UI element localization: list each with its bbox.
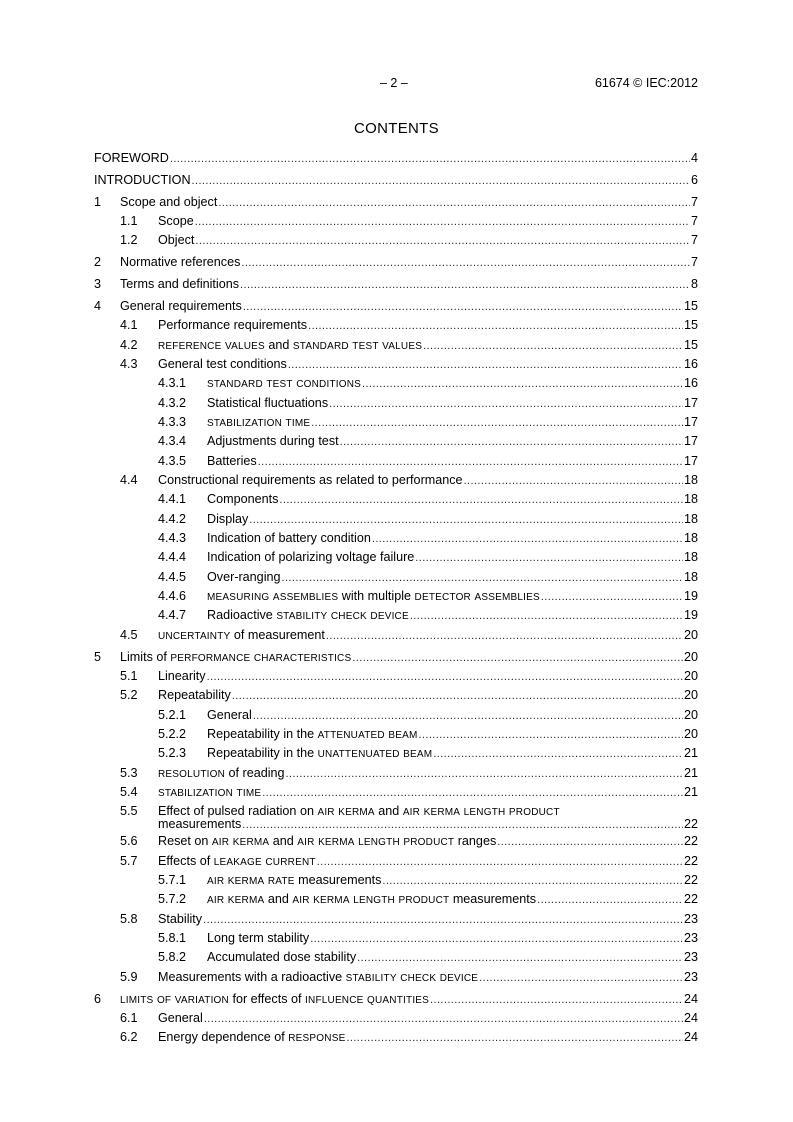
toc-entry-page: 15 xyxy=(683,318,698,333)
toc-entry-number: 5.2.1 xyxy=(158,707,187,722)
leader-dots xyxy=(262,784,683,803)
toc-entry-page: 20 xyxy=(683,649,698,664)
toc-entry-title: General test conditions xyxy=(158,356,287,371)
leader-dots xyxy=(282,569,683,588)
toc-entry-title-line1: Effect of pulsed radiation on AIR KERMA and AIR KERMA LENGTH PRODUCT xyxy=(158,804,560,819)
toc-entry[interactable] xyxy=(94,686,698,705)
toc-entry-number: 5.3 xyxy=(120,765,138,780)
leader-dots xyxy=(352,649,683,668)
toc-entry-number: 4.1 xyxy=(120,318,138,333)
toc-entry-number: 5.4 xyxy=(120,785,138,799)
toc-entry-number: 4.2 xyxy=(120,337,138,352)
leader-dots xyxy=(241,254,690,273)
toc-entry-page: 22 xyxy=(683,834,698,849)
leader-dots xyxy=(279,491,683,510)
toc-entry-page: 19 xyxy=(683,589,698,604)
toc-entry-title: STABILIZATION TIME xyxy=(158,788,262,799)
toc-entry-title: AIR KERMA RATE measurements xyxy=(207,873,382,888)
leader-dots xyxy=(308,317,683,336)
toc-entry-number: 6.2 xyxy=(120,1030,138,1045)
toc-entry-page: 15 xyxy=(683,298,698,313)
toc-entry-page: 6 xyxy=(690,172,698,187)
leader-dots xyxy=(346,1029,683,1048)
leader-dots xyxy=(310,930,683,949)
leader-dots xyxy=(357,949,683,968)
toc-entry[interactable] xyxy=(94,471,698,490)
toc-entry-page: 23 xyxy=(683,931,698,946)
toc-entry-page: 23 xyxy=(683,911,698,926)
toc-entry[interactable] xyxy=(94,783,698,802)
toc-entry[interactable] xyxy=(94,1028,698,1047)
toc-entry-title: Long term stability xyxy=(207,931,310,946)
leader-dots xyxy=(207,668,683,687)
toc-entry[interactable] xyxy=(94,316,698,335)
leader-dots xyxy=(232,687,683,706)
toc-entry[interactable] xyxy=(94,171,698,190)
toc-entry-number: 4 xyxy=(94,298,102,313)
toc-entry-page: 21 xyxy=(683,785,698,799)
toc-entry-number: 4.3 xyxy=(120,356,138,371)
toc-entry-title: Scope xyxy=(158,214,194,229)
toc-entry-number: 5.2 xyxy=(120,688,138,703)
toc-entry-page: 21 xyxy=(683,765,698,780)
toc-entry-title: Reset on AIR KERMA and AIR KERMA LENGTH PRODUCT ranges xyxy=(158,834,497,849)
toc-entry[interactable] xyxy=(94,193,698,212)
toc-entry[interactable] xyxy=(94,802,698,832)
toc-entry-title: Repeatability in the UNATTENUATED BEAM xyxy=(207,746,433,761)
toc-entry[interactable] xyxy=(94,253,698,272)
toc-entry-page: 20 xyxy=(683,668,698,683)
toc-entry-page: 7 xyxy=(690,214,698,229)
toc-entry-title: Linearity xyxy=(158,668,206,683)
toc-entry-page: 16 xyxy=(683,376,698,391)
toc-entry-number: 4.4.3 xyxy=(158,531,187,546)
leader-dots xyxy=(410,607,683,626)
leader-dots xyxy=(243,298,683,317)
leader-dots xyxy=(372,530,683,549)
toc-entry-title: Stability xyxy=(158,911,203,926)
toc-entry-title: AIR KERMA and AIR KERMA LENGTH PRODUCT measurements xyxy=(207,892,537,907)
toc-entry-number: 5.5 xyxy=(120,804,138,819)
toc-entry[interactable] xyxy=(94,297,698,316)
toc-entry[interactable] xyxy=(94,968,698,987)
toc-entry-number: 5.9 xyxy=(120,969,138,984)
toc-entry-number: 4.3.1 xyxy=(158,376,187,391)
toc-entry-number: 5 xyxy=(94,649,102,664)
toc-entry-number: 5.6 xyxy=(120,834,138,849)
toc-entry-page: 24 xyxy=(683,1030,698,1045)
toc-entry-title: General xyxy=(158,1010,203,1025)
toc-entry[interactable] xyxy=(94,587,698,606)
toc-entry-page: 18 xyxy=(683,531,698,546)
toc-entry-title: measurements xyxy=(158,817,242,832)
toc-entry-page: 20 xyxy=(683,726,698,741)
toc-entry-number: 5.7.2 xyxy=(158,892,187,907)
toc-entry-title: Accumulated dose stability xyxy=(207,950,357,965)
toc-entry[interactable] xyxy=(94,1009,698,1028)
toc-entry-page: 17 xyxy=(683,453,698,468)
toc-entry-page: 17 xyxy=(683,395,698,410)
toc-entry-title: Over-ranging xyxy=(207,569,281,584)
toc-entry-page: 20 xyxy=(683,707,698,722)
toc-entry-number: 4.4 xyxy=(120,473,138,487)
toc-entry-number: 4.4.5 xyxy=(158,569,187,584)
toc-entry-title: Radioactive STABILITY CHECK DEVICE xyxy=(207,608,409,623)
toc-entry[interactable] xyxy=(94,744,698,763)
toc-entry-page: 15 xyxy=(683,337,698,352)
toc-entry-number: 6 xyxy=(94,991,102,1006)
toc-entry-page: 4 xyxy=(690,151,698,165)
leader-dots xyxy=(415,549,683,568)
toc-entry-number: 3 xyxy=(94,277,102,292)
toc-entry[interactable] xyxy=(94,510,698,529)
toc-entry[interactable] xyxy=(94,452,698,471)
toc-entry-page: 18 xyxy=(683,569,698,584)
toc-entry-title: Object xyxy=(158,233,195,248)
toc-entry[interactable] xyxy=(94,149,698,168)
toc-entry-title: Components xyxy=(207,492,279,507)
toc-entry-title: Indication of battery condition xyxy=(207,531,371,546)
table-of-contents xyxy=(94,149,698,1048)
toc-entry-title: RESOLUTION of reading xyxy=(158,765,285,780)
toc-entry-number: 5.1 xyxy=(120,668,138,683)
toc-entry-title: INTRODUCTION xyxy=(94,172,191,187)
leader-dots xyxy=(382,872,683,891)
toc-entry-page: 20 xyxy=(683,627,698,642)
toc-entry-title: Constructional requirements as related to performance xyxy=(158,473,463,487)
leader-dots xyxy=(537,891,683,910)
leader-dots xyxy=(326,627,683,646)
toc-entry-number: 4.3.3 xyxy=(158,414,187,429)
toc-entry-number: 4.3.4 xyxy=(158,434,187,449)
toc-entry-title: Normative references xyxy=(120,255,241,270)
toc-entry-page: 18 xyxy=(683,473,698,487)
toc-entry[interactable] xyxy=(94,413,698,432)
toc-entry-number: 5.2.3 xyxy=(158,746,187,761)
leader-dots xyxy=(218,194,690,213)
toc-entry-number: 1.2 xyxy=(120,233,138,248)
toc-entry-page: 16 xyxy=(683,356,698,371)
toc-entry-number: 5.2.2 xyxy=(158,726,187,741)
toc-entry[interactable] xyxy=(94,568,698,587)
leader-dots xyxy=(311,414,683,433)
toc-entry-title: Terms and definitions xyxy=(120,277,240,292)
toc-entry-page: 7 xyxy=(690,255,698,270)
toc-entry[interactable] xyxy=(94,606,698,625)
toc-entry-title: FOREWORD xyxy=(94,151,169,165)
toc-entry[interactable] xyxy=(94,832,698,851)
standard-reference: 61674 © IEC:2012 xyxy=(594,76,698,90)
toc-entry-page: 7 xyxy=(690,194,698,209)
toc-entry[interactable] xyxy=(94,852,698,871)
toc-entry-number: 4.4.6 xyxy=(158,589,187,604)
leader-dots xyxy=(288,356,683,375)
toc-entry[interactable] xyxy=(94,910,698,929)
toc-entry-page: 23 xyxy=(683,950,698,965)
toc-entry-title: Indication of polarizing voltage failure xyxy=(207,550,415,565)
toc-entry-title: UNCERTAINTY of measurement xyxy=(158,627,325,642)
toc-entry-number: 4.3.5 xyxy=(158,453,187,468)
leader-dots xyxy=(433,745,683,764)
toc-entry-number: 4.4.1 xyxy=(158,492,187,507)
toc-entry-title: Repeatability in the ATTENUATED BEAM xyxy=(207,726,418,741)
toc-entry-number: 2 xyxy=(94,255,102,270)
toc-entry-number: 4.4.4 xyxy=(158,550,187,565)
toc-entry-number: 4.4.2 xyxy=(158,511,187,526)
toc-entry[interactable] xyxy=(94,890,698,909)
toc-entry-page: 18 xyxy=(683,550,698,565)
toc-entry[interactable] xyxy=(94,764,698,783)
toc-entry-title: STABILIZATION TIME xyxy=(207,417,311,429)
toc-entry-page: 22 xyxy=(683,892,698,907)
toc-entry-number: 5.7.1 xyxy=(158,873,187,888)
toc-entry-page: 19 xyxy=(683,608,698,623)
toc-entry-title: Limits of PERFORMANCE CHARACTERISTICS xyxy=(120,649,352,664)
leader-dots xyxy=(258,453,683,472)
toc-entry-title: Adjustments during test xyxy=(207,434,339,449)
leader-dots xyxy=(253,707,683,726)
leader-dots xyxy=(430,991,683,1010)
toc-entry-number: 1.1 xyxy=(120,214,138,229)
toc-entry-title: General requirements xyxy=(120,298,242,313)
leader-dots xyxy=(340,433,683,452)
leader-dots xyxy=(195,213,690,232)
toc-entry[interactable] xyxy=(94,548,698,567)
leader-dots xyxy=(479,969,683,988)
leader-dots xyxy=(170,150,690,169)
toc-entry[interactable] xyxy=(94,374,698,393)
toc-entry-title: Measurements with a radioactive STABILITY CHECK DEVICE xyxy=(158,969,479,984)
toc-entry[interactable] xyxy=(94,648,698,667)
leader-dots xyxy=(286,765,683,784)
toc-entry[interactable] xyxy=(94,948,698,967)
toc-entry-number: 5.8.2 xyxy=(158,950,187,965)
leader-dots xyxy=(497,833,683,852)
toc-entry-number: 4.3.2 xyxy=(158,395,187,410)
toc-entry[interactable] xyxy=(94,871,698,890)
leader-dots xyxy=(192,172,690,191)
toc-entry[interactable] xyxy=(94,929,698,948)
toc-entry-page: 24 xyxy=(683,991,698,1006)
toc-entry[interactable] xyxy=(94,490,698,509)
toc-entry[interactable] xyxy=(94,725,698,744)
toc-entry-page: 17 xyxy=(683,414,698,429)
leader-dots xyxy=(464,472,683,491)
toc-entry-title: LIMITS OF VARIATION for effects of INFLUENCE QUANTITIES xyxy=(120,991,430,1006)
toc-entry[interactable] xyxy=(94,432,698,451)
toc-entry-page: 18 xyxy=(683,492,698,507)
toc-entry[interactable] xyxy=(94,706,698,725)
leader-dots xyxy=(329,395,683,414)
leader-dots xyxy=(195,232,690,251)
toc-entry-page: 22 xyxy=(683,853,698,868)
leader-dots xyxy=(418,726,683,745)
toc-entry-title: REFERENCE VALUES and STANDARD TEST VALUES xyxy=(158,337,423,352)
toc-entry-title: STANDARD TEST CONDITIONS xyxy=(207,379,362,391)
toc-entry-title: Batteries xyxy=(207,453,257,468)
leader-dots xyxy=(541,588,683,607)
toc-entry[interactable] xyxy=(94,667,698,686)
toc-entry-title: Performance requirements xyxy=(158,318,308,333)
leader-dots xyxy=(240,276,690,295)
toc-entry-number: 5.7 xyxy=(120,853,138,868)
leader-dots xyxy=(203,911,683,930)
toc-entry-page: 22 xyxy=(683,817,698,832)
page-number: – 2 – xyxy=(380,76,408,90)
leader-dots xyxy=(423,337,683,356)
leader-dots xyxy=(249,511,683,530)
toc-entry-title: MEASURING ASSEMBLIES with multiple DETECTOR ASSEMBLIES xyxy=(207,589,540,604)
toc-entry-title: Scope and object xyxy=(120,194,218,209)
toc-entry-page: 20 xyxy=(683,688,698,703)
toc-entry-number: 1 xyxy=(94,194,102,209)
toc-entry-title: Effects of LEAKAGE CURRENT xyxy=(158,853,316,868)
toc-entry[interactable] xyxy=(94,336,698,355)
leader-dots xyxy=(362,375,683,394)
toc-entry-page: 8 xyxy=(690,277,698,292)
toc-entry-page: 18 xyxy=(683,511,698,526)
toc-entry-page: 22 xyxy=(683,873,698,888)
toc-entry-number: 4.4.7 xyxy=(158,608,187,623)
toc-entry[interactable] xyxy=(94,990,698,1009)
toc-entry-title: Display xyxy=(207,511,249,526)
toc-entry[interactable] xyxy=(94,394,698,413)
toc-entry-title: General xyxy=(207,707,252,722)
toc-entry-page: 21 xyxy=(683,746,698,761)
toc-entry-number: 5.8 xyxy=(120,911,138,926)
toc-entry-title: Statistical fluctuations xyxy=(207,395,329,410)
leader-dots xyxy=(317,853,683,872)
toc-entry[interactable] xyxy=(94,355,698,374)
toc-entry[interactable] xyxy=(94,275,698,294)
page-title: CONTENTS xyxy=(354,120,439,137)
toc-entry-number: 6.1 xyxy=(120,1010,138,1025)
toc-entry-title: Energy dependence of RESPONSE xyxy=(158,1030,346,1045)
toc-entry[interactable] xyxy=(94,626,698,645)
toc-entry-page: 23 xyxy=(683,969,698,984)
toc-entry[interactable] xyxy=(94,212,698,231)
toc-entry-page: 17 xyxy=(683,434,698,449)
toc-entry-page: 7 xyxy=(690,233,698,248)
toc-entry[interactable] xyxy=(94,231,698,250)
toc-entry-number: 4.5 xyxy=(120,627,138,642)
toc-entry-page: 24 xyxy=(683,1010,698,1025)
toc-entry[interactable] xyxy=(94,529,698,548)
toc-entry-title: Repeatability xyxy=(158,688,231,703)
toc-entry-number: 5.8.1 xyxy=(158,931,187,946)
leader-dots xyxy=(204,1010,683,1029)
